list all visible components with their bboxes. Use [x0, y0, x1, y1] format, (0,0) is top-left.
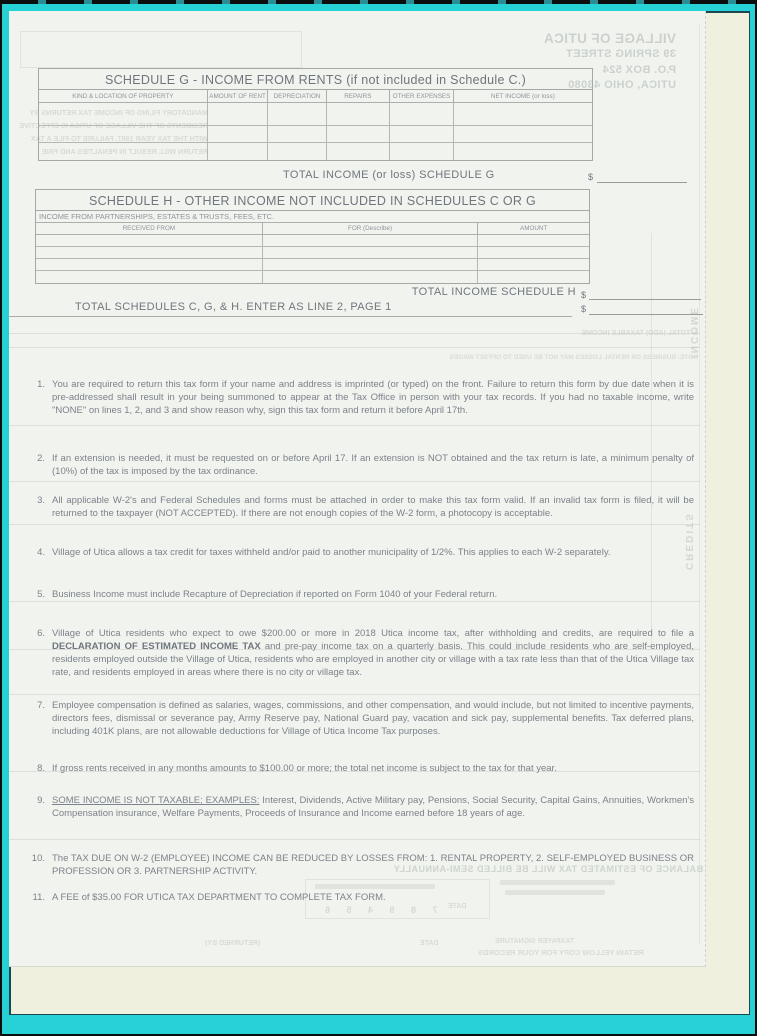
instruction-text: Village of Utica allows a tax credit for taxes withheld and/or paid to another municipality of 1/2%. This applies to each W-2 separately.: [52, 547, 611, 558]
instruction-item: [28, 852, 694, 878]
instruction-text: The TAX DUE ON W-2 (EMPLOYEE) INCOME CAN BE REDUCED BY LOSSES FROM: 1. RENTAL PROPERTY, 2. SELF-EMPLOYED BUSINESS OR PROFESSION OR 3. PARTNERSHIP ACTIVITY.: [52, 853, 694, 877]
schedule-g-total-amount-line: [597, 177, 687, 183]
empty-cell: [454, 126, 592, 142]
empty-cell: [268, 103, 326, 125]
table-row: [36, 271, 589, 283]
table-row: [36, 259, 589, 271]
schedule-h-body: [36, 235, 589, 283]
instruction-number: 8.: [37, 763, 45, 774]
schedule-g-col-repairs: REPAIRS: [327, 90, 391, 102]
instruction-text: A FEE of $35.00 FOR UTICA TAX DEPARTMENT TO COMPLETE TAX FORM.: [52, 892, 386, 903]
schedule-g-col-other-expenses: OTHER EXPENSES: [390, 90, 454, 102]
instruction-item: [28, 494, 694, 520]
bleed-vertical-rule-right: [699, 25, 700, 945]
bleed-address-line: UTICA, OHIO 43080: [567, 79, 676, 91]
grand-total-currency: $: [581, 304, 587, 314]
instruction-number: 10.: [31, 853, 45, 864]
bleed-taxable-income-line: 5. TOTAL (ADD) TAXABLE INCOME: [581, 330, 698, 337]
empty-cell: [454, 143, 592, 160]
bleed-mandatory-line: MANDATORY FILING OF INCOME TAX RETURNS BY: [29, 108, 208, 117]
empty-cell: [36, 271, 263, 283]
bleed-address-line: P.O. BOX 524: [602, 63, 676, 76]
empty-cell: [268, 143, 326, 160]
empty-cell: [36, 259, 263, 270]
instruction-number: 5.: [37, 589, 45, 600]
instruction-number: 6.: [37, 628, 45, 639]
empty-cell: [454, 103, 592, 125]
empty-cell: [327, 143, 391, 160]
instruction-item: [28, 452, 694, 478]
bleed-mandatory-line: WITH THE TAX YEAR 1987. FAILURE TO FILE A TAX: [30, 134, 208, 143]
bleed-signature-date-label: DATE: [420, 940, 439, 947]
schedule-g-title: SCHEDULE G - INCOME FROM RENTS (if not included in Schedule C.): [39, 69, 592, 90]
bleed-returned-by-label: (RETURNED BY): [205, 940, 261, 947]
instruction-text: SOME INCOME IS NOT TAXABLE; EXAMPLES: Interest, Dividends, Active Military pay, Pensions, Social Security, Capital Gains, Annuities, Workmen's Compensation insurance, Welfare Payments, Proceeds of Insurance and Income earned before 18 years of age.: [52, 795, 694, 819]
bleed-address-line: VILLAGE OF UTICA: [543, 31, 676, 46]
grand-total-rule: [8, 311, 572, 317]
table-row: [39, 143, 592, 160]
instruction-text: Employee compensation is defined as salaries, wages, commissions, and other compensation, and would include, but not limited to incentive payments, directors fees, dismissal or severance pay, Army Reserve pay, National Guard pay, vacation and sick pay, supplemental benefits. Tax deferred plans, including 401K plans, are not allowable deductions for Village of Utica Income Tax purposes.: [52, 700, 694, 737]
empty-cell: [39, 126, 208, 142]
schedule-g-header-row: [39, 90, 592, 103]
schedule-h-total-currency: $: [581, 290, 587, 300]
instruction-number: 9.: [37, 795, 45, 806]
bleed-digits-row: 7 8 9 4 5 6: [318, 905, 438, 915]
schedule-g-col-net-income: NET INCOME (or loss): [490, 93, 555, 100]
bleed-rule: [8, 524, 700, 525]
empty-cell: [478, 259, 589, 270]
bleed-rule: [8, 425, 700, 426]
instruction-number: 3.: [37, 495, 45, 506]
scan-edge-dashes: [0, 0, 757, 4]
bleed-retain-copy-label: RETAIN YELLOW COPY FOR YOUR RECORDS: [478, 948, 644, 957]
empty-cell: [208, 143, 269, 160]
empty-cell: [29, 103, 208, 125]
schedule-h-subtitle: INCOME FROM PARTNERSHIPS, ESTATES & TRUSTS, FEES, ETC.: [36, 211, 589, 223]
empty-cell: [478, 235, 589, 246]
empty-cell: [268, 126, 326, 142]
bleed-smudge: [500, 880, 615, 885]
empty-cell: [208, 103, 269, 125]
instruction-number: 1.: [37, 379, 45, 390]
table-row: [30, 126, 592, 143]
instruction-item: [28, 546, 694, 559]
empty-cell: [478, 271, 589, 283]
bleed-taxpayer-signature-label: TAXPAYER SIGNATURE: [495, 938, 575, 945]
instruction-item: [28, 891, 694, 904]
instruction-item: [28, 627, 694, 679]
bleed-balance-line: BALANCE OF ESTIMATED TAX WILL BE BILLED SEMI-ANNUALLY: [393, 864, 703, 874]
schedule-g-table: [19, 68, 593, 161]
bleed-income-vertical-label: INCOME: [688, 306, 699, 358]
table-row: [36, 247, 589, 259]
empty-cell: [327, 103, 391, 125]
instruction-number: 11.: [32, 892, 45, 903]
imprint-address-box-outline: [20, 31, 302, 68]
bleed-rule: [8, 347, 700, 348]
instruction-number: 4.: [37, 547, 45, 558]
schedule-h-header-row: [36, 223, 589, 235]
instruction-text: If gross rents received in any months amounts to $100.00 or more; the total net income is subject to the tax for that year.: [52, 763, 557, 774]
instruction-number: 7.: [37, 700, 45, 711]
bleed-note-line: NOTE: BUSINESS OR RENTAL LOSSES MAY NOT BE USED TO OFFSET WAGES: [449, 354, 698, 361]
instruction-text: If an extension is needed, it must be requested on or before April 17. If an extension is NOT obtained and the tax return is late, a minimum penalty of (10%) of the tax is imposed by the tax ordinance.: [52, 453, 694, 477]
empty-cell: [39, 143, 208, 160]
instruction-text: All applicable W-2's and Federal Schedules and forms must be attached in order to make this tax form valid. If an invalid tax form is filed, it will be returned to the taxpayer (NOT ACCEPTED). If there are not enough copies of the W-2 form, a photocopy is acceptable.: [52, 495, 694, 519]
empty-cell: [36, 235, 263, 246]
schedule-g-body: [19, 103, 592, 160]
instruction-number: 2.: [37, 453, 45, 464]
schedule-g-col-amount-of-rent: AMOUNT OF RENT: [208, 90, 269, 102]
bleed-smudge: [315, 884, 435, 889]
empty-cell: [478, 247, 589, 258]
grand-total-label: TOTAL SCHEDULES C, G, & H. ENTER AS LINE 2, PAGE 1: [75, 301, 392, 313]
instruction-item: [28, 699, 694, 738]
schedule-h-col-for-describe: FOR (Describe): [263, 223, 479, 234]
empty-cell: [263, 235, 479, 246]
instruction-text: Village of Utica residents who expect to owe $200.00 or more in 2018 Utica income tax, after withholding and credits, are required to file a DECLARATION OF ESTIMATED INCOME TAX and pre-pay income tax on a quarterly basis. This could include residents who are self-employed, residents employed outside the Village of Utica, residents who are employed in another city or village with a tax rate less than that of the Utica Village tax rate, and residents employed in areas where there is no city or village tax.: [52, 628, 694, 678]
empty-cell: [327, 126, 391, 142]
schedule-g-col-kind-location: KIND & LOCATION OF PROPERTY: [39, 90, 208, 102]
empty-cell: [390, 126, 454, 142]
empty-cell: [36, 247, 263, 258]
empty-cell: [263, 271, 479, 283]
instruction-item: [28, 588, 694, 601]
bleed-credits-vertical-label: CREDITS: [683, 512, 694, 570]
bleed-address-line: 39 SPRING STREET: [565, 48, 676, 60]
schedule-h-col-amount: AMOUNT: [520, 225, 548, 232]
table-row: [36, 235, 589, 247]
schedule-h-total-label: TOTAL INCOME SCHEDULE H: [411, 286, 576, 298]
empty-cell: [390, 103, 454, 125]
empty-cell: [390, 143, 454, 160]
schedule-h-title: SCHEDULE H - OTHER INCOME NOT INCLUDED IN SCHEDULES C OR G: [36, 190, 589, 211]
schedule-g-total-currency: $: [588, 172, 594, 182]
schedule-h-total-amount-line: [589, 294, 701, 300]
bleed-mandatory-line: RETURN WILL RESULT IN PENALTIES AND FINE: [41, 147, 208, 156]
schedule-h-table: [35, 189, 590, 284]
bleed-date-label: DATE: [448, 903, 467, 910]
bleed-rule: [8, 694, 700, 695]
empty-cell: [208, 126, 269, 142]
empty-cell: [263, 247, 479, 258]
schedule-g-total-label: TOTAL INCOME (or loss) SCHEDULE G: [283, 169, 495, 181]
instruction-text: Business Income must include Recapture of Depreciation if reported on Form 1040 of your Federal return.: [52, 589, 498, 600]
instruction-item: [28, 762, 694, 775]
instruction-text: You are required to return this tax form if your name and address is imprinted (or typed) on the front. Failure to return this form by due date when it is pre-addressed shall result in your being summoned to appear at the Tax Office in person with your tax records. If you had no taxable income, write "NONE" on lines 1, 2, and 3 and show reason why, sign this tax form and return it before April 17th.: [52, 379, 694, 416]
instruction-item: [28, 794, 694, 820]
empty-cell: [263, 259, 479, 270]
grand-total-amount-line: [589, 309, 703, 315]
bleed-rule: [8, 601, 700, 602]
bleed-rule: [8, 839, 700, 840]
bleed-rule: [8, 333, 700, 334]
schedule-h-col-received-from: RECEIVED FROM: [36, 223, 263, 234]
instruction-item: [28, 378, 694, 417]
bleed-rule: [8, 481, 700, 482]
bleed-mandatory-line: RESIDENTS OF THE VILLAGE OF UTICA IS EFFECTIVE: [19, 121, 208, 130]
schedule-g-col-depreciation: DEPRECIATION: [268, 90, 326, 102]
